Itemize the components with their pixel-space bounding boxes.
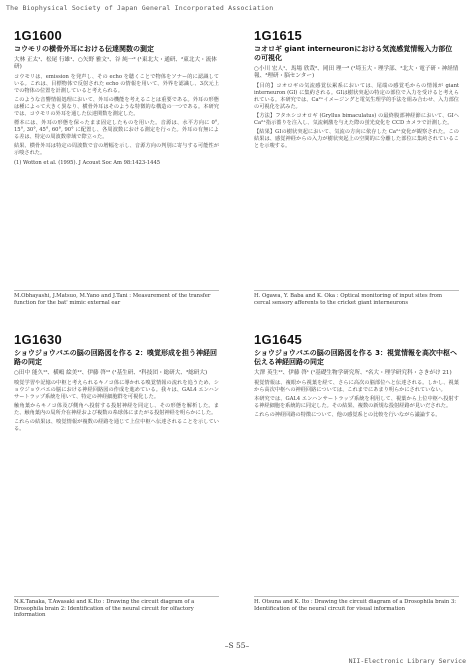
abstract-1G1630 bbox=[14, 332, 219, 590]
abstract-authors: ○田中 能久¹²、横嶋 絵美¹²、伊藤 啓¹² (¹基生研、²科技団・総研大、³総研大) bbox=[14, 370, 208, 376]
abstract-id: 1G1615 bbox=[254, 28, 303, 43]
body-paragraph: 標本には、外耳の形態を保ったまま固定したものを用いた。音源は、水平方向に 0°, 15°, 30°, 45°, 60°, 90° に配置し、各周波数における測定を行った。外耳の有無による差は、特定の周波数帯域で際立った。 bbox=[14, 120, 219, 141]
body-paragraph: 視覚情報は、複眼から視葉を経て、さらに高次の脳部位へと伝達される。しかし、視葉から高次中枢への神経回路については、これまでにあまり明らかにされていない。 bbox=[254, 380, 459, 394]
abstract-1G1645 bbox=[254, 332, 459, 590]
abstract-body bbox=[14, 380, 219, 433]
body-paragraph: 嗅覚学習や記憶の中枢と考えられるキノコ体に導かれる嗅覚情報の流れを追うため、ショウジョウバエの脳における神経回路図の作成を進めている。我々は、GAL4 エンハンサートラップ系統を用いて、特定の神経細胞群を可視化した。 bbox=[14, 380, 219, 401]
body-paragraph: 本研究では、GAL4 エンハンサートラップ系統を利用して、視葉から上位中枢へ投射する神経細胞を系統的に同定した。その結果、複数の新規な投射経路が見いだされた。 bbox=[254, 396, 459, 410]
abstract-authors: ○小川 宏人¹、馬場 欣哉²、岡田 理一³ (¹埼玉大・理学部、²北大・電子研・神経情報、³理研・脳センター) bbox=[254, 66, 459, 80]
abstract-1G1615 bbox=[254, 28, 459, 286]
reference: (1) Wotton et al. (1995). J Acoust Soc Am 98:1423-1445 bbox=[14, 160, 161, 167]
abstract-1G1600 bbox=[14, 28, 219, 286]
english-title-1G1645: H. Otsuna and K. Ito : Drawing the circuit diagram of a Drosophila brain 3: Identification of the neural circuit for visual information bbox=[254, 596, 459, 612]
page-header: The Biophysical Society of Japan General Incorporated Association bbox=[6, 4, 274, 12]
library-footer: NII-Electronic Library Service bbox=[348, 657, 466, 665]
body-paragraph: 触角葉からキノコ体及び側角へ投射する投射神経を同定し、その形態を解析した。また、触角葉内の局所介在神経および複数の糸球体にまたがる投射神経を明らかにした。 bbox=[14, 403, 219, 417]
english-title-1G1630: N.K.Tanaka, T.Awasaki and K.Ito : Drawing the circuit diagram of a Drosophila brain 2: Identification of the neural circuit for olfactory information bbox=[14, 596, 219, 619]
english-title-1G1615: H. Ogawa, Y. Baba and K. Oka : Optical monitoring of input sites from cercal sensory afferents to the cricket giant interneurons bbox=[254, 290, 459, 306]
abstract-title: コオロギ giant interneuronにおける気流感覚情報入力部位の可視化 bbox=[254, 45, 453, 62]
abstract-body bbox=[254, 83, 459, 150]
body-paragraph: 【結果】GIの樹状突起において、気流の方向に依存した Ca²⁺変化が観察された。この結果は、感覚神経からの入力が樹状突起上の空間的に分離した部位に集約されていることを示唆する。 bbox=[254, 129, 459, 150]
abstract-authors: 大澤 英生¹²、伊藤 啓¹ (¹基礎生物学研究所、²名大・理学研究科・さきがけ 21) bbox=[254, 370, 452, 376]
abstract-body bbox=[14, 74, 219, 157]
abstract-id: 1G1630 bbox=[14, 332, 63, 347]
abstract-authors: 大林 正太¹、松尾 行雄¹、○矢野 雅文¹、谷 純一² (¹東北大・通研、²東北大・流体研) bbox=[14, 57, 217, 71]
body-paragraph: これらの結果は、嗅覚情報が複数の経路を通じて上位中枢へ伝達されることを示している。 bbox=[14, 419, 219, 433]
abstract-title: ショウジョウバエの脳の回路図を作る 2：嗅覚形成を担う神経回路の同定 bbox=[14, 349, 218, 366]
page-number: –S 55– bbox=[224, 641, 250, 650]
body-paragraph: 結果、横骨外耳は特定の周波数で音の増幅を示し、音源方向の判別に寄与する可能性が示唆された。 bbox=[14, 143, 219, 157]
body-paragraph: コウモリは、emission を発声し、その echo を聴くことで物体をソナー的に認識している。これは、目標物体で反射された echo の情報を用いて、外界を認識し、3次元上での物体の位置を計測していると考えられる。 bbox=[14, 74, 219, 95]
body-paragraph: 【目的】コオロギの気流感覚伝累系においては、尾端の感覚毛からの情報が giant interneuron (GI) に集約される。GIは樹状突起の特定の部位で入力を受けると考えられている。本研究では、Ca²⁺イメージングと電気生理学的手法を組み合わせ、入力部位の可視化を試みた。 bbox=[254, 83, 459, 111]
abstract-id: 1G1600 bbox=[14, 28, 63, 43]
body-paragraph: このような音響情報処理において、外耳の機能を考えることは重要である。外耳の形態は種によって大きく異なり、横骨外耳はそのような特徴的な構造の一つである。本研究では、コウモリの外耳を通した伝達関数を測定した。 bbox=[14, 97, 219, 118]
abstract-body bbox=[254, 380, 459, 419]
abstract-title: ショウジョウバエの脳の回路図を作る 3：視覚情報を高次中枢へ伝える神経回路の同定 bbox=[254, 349, 458, 366]
english-title-1G1600: M.Obhayashi, J.Matsuo, M.Yano and J.Tani : Measurement of the transfer function for the bat' mimic external ear bbox=[14, 290, 219, 306]
body-paragraph: これらの神経回路の特徴について、他の感覚系との比較を行いながら議論する。 bbox=[254, 412, 441, 419]
abstract-title: コウモリの横骨外耳における伝達関数の測定 bbox=[14, 45, 154, 53]
abstract-id: 1G1645 bbox=[254, 332, 303, 347]
body-paragraph: 【方法】フタホシコオロギ (Gryllus bimaculatus) の最終腹部神経節において、GIへ Ca²⁺指示薔りを注入し、気流刺激を与えた際の蛍光変化を CCD カメラで計測した。 bbox=[254, 113, 459, 127]
